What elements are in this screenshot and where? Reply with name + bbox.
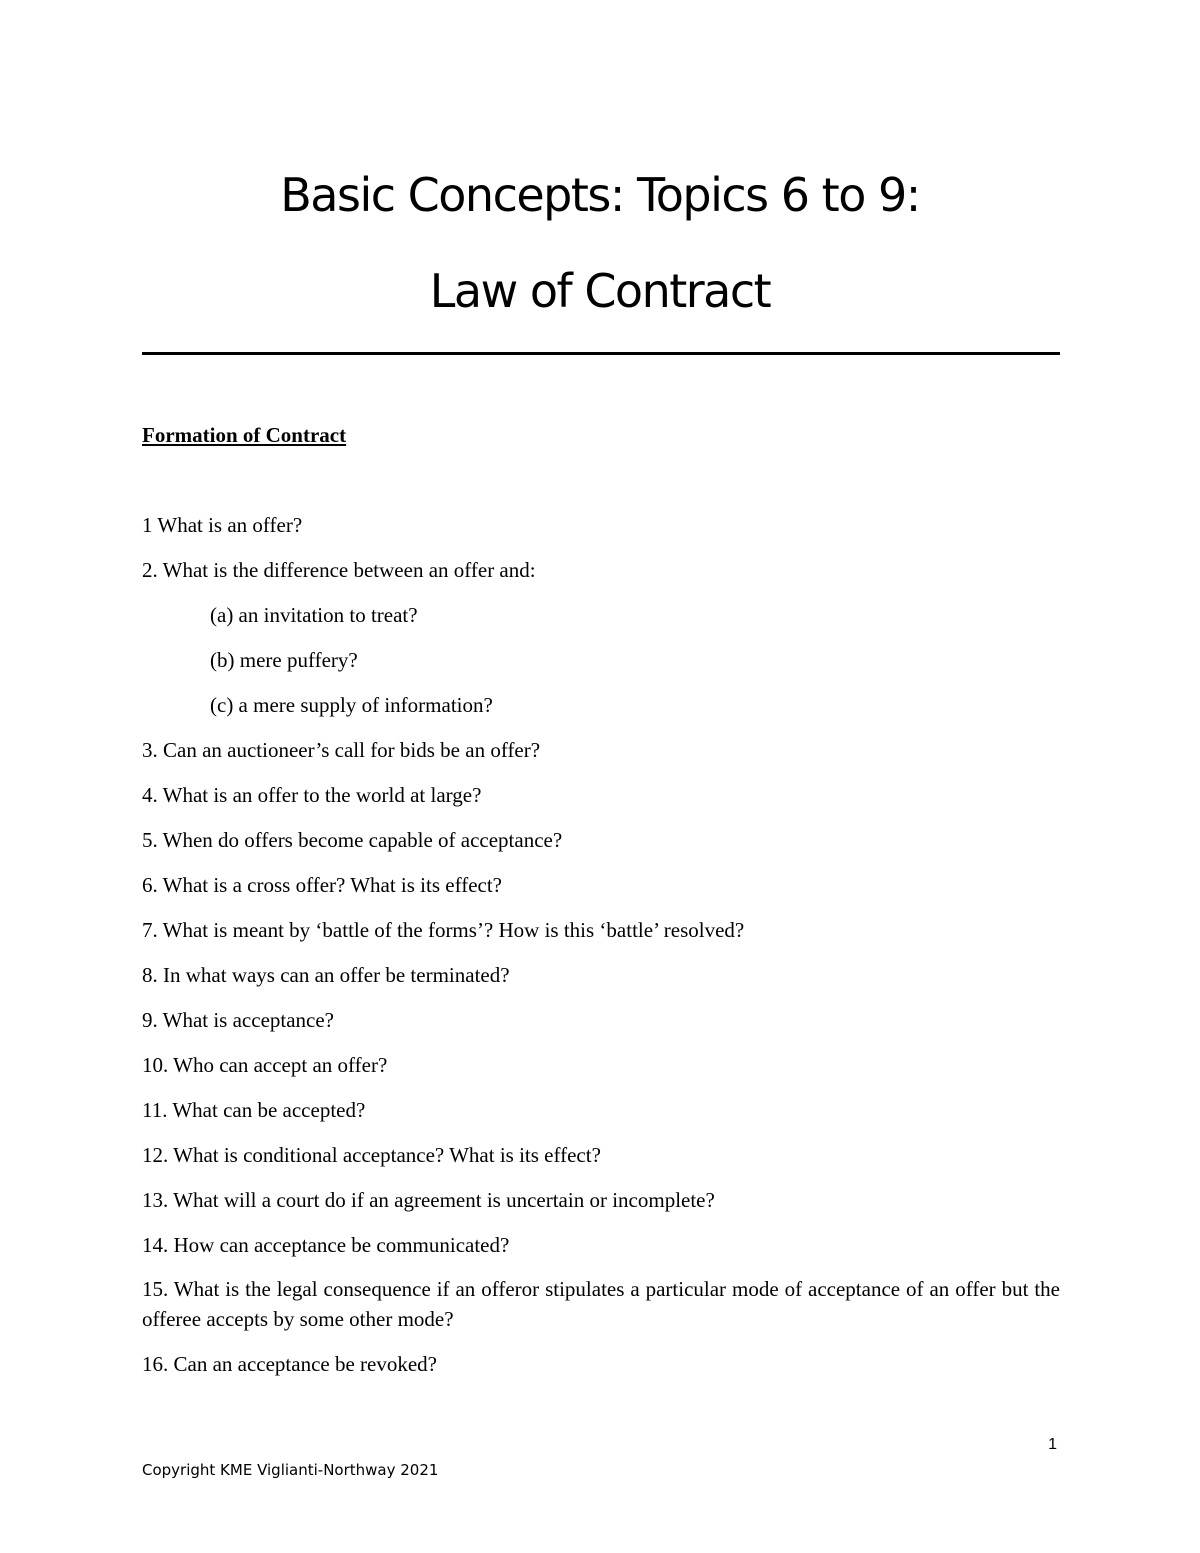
question-14: 14. How can acceptance be communicated? [142, 1233, 510, 1257]
question-12: 12. What is conditional acceptance? What is its effect? [142, 1143, 601, 1167]
question-2b: (b) mere puffery? [210, 648, 358, 672]
question-13: 13. What will a court do if an agreement is uncertain or incomplete? [142, 1188, 715, 1212]
question-5: 5. When do offers become capable of acceptance? [142, 828, 563, 852]
title-divider [142, 352, 1060, 355]
section-heading: Formation of Contract [142, 423, 347, 447]
question-3: 3. Can an auctioneer’s call for bids be an offer? [142, 738, 541, 762]
question-6: 6. What is a cross offer? What is its effect? [142, 873, 502, 897]
question-7: 7. What is meant by ‘battle of the forms’? How is this ‘battle’ resolved? [142, 918, 745, 942]
question-2c: (c) a mere supply of information? [210, 693, 493, 717]
question-1: 1 What is an offer? [142, 513, 303, 537]
page-number: 1 [1048, 1436, 1057, 1453]
question-11: 11. What can be accepted? [142, 1098, 366, 1122]
question-4: 4. What is an offer to the world at large? [142, 783, 482, 807]
document-title-line-2: Law of Contract [429, 264, 771, 318]
question-15: 15. What is the legal consequence if an offeror stipulates a particular mode of acceptance of an offer but the offeree accepts by some other mode? [142, 1277, 1060, 1331]
question-2: 2. What is the difference between an offer and: [142, 558, 536, 582]
question-9: 9. What is acceptance? [142, 1008, 335, 1032]
question-2a: (a) an invitation to treat? [210, 603, 418, 627]
question-16: 16. Can an acceptance be revoked? [142, 1352, 438, 1376]
question-10: 10. Who can accept an offer? [142, 1053, 388, 1077]
copyright-footer: Copyright KME Viglianti-Northway 2021 [142, 1461, 439, 1479]
question-8: 8. In what ways can an offer be terminated? [142, 963, 510, 987]
document-title-line-1: Basic Concepts: Topics 6 to 9: [280, 168, 920, 222]
